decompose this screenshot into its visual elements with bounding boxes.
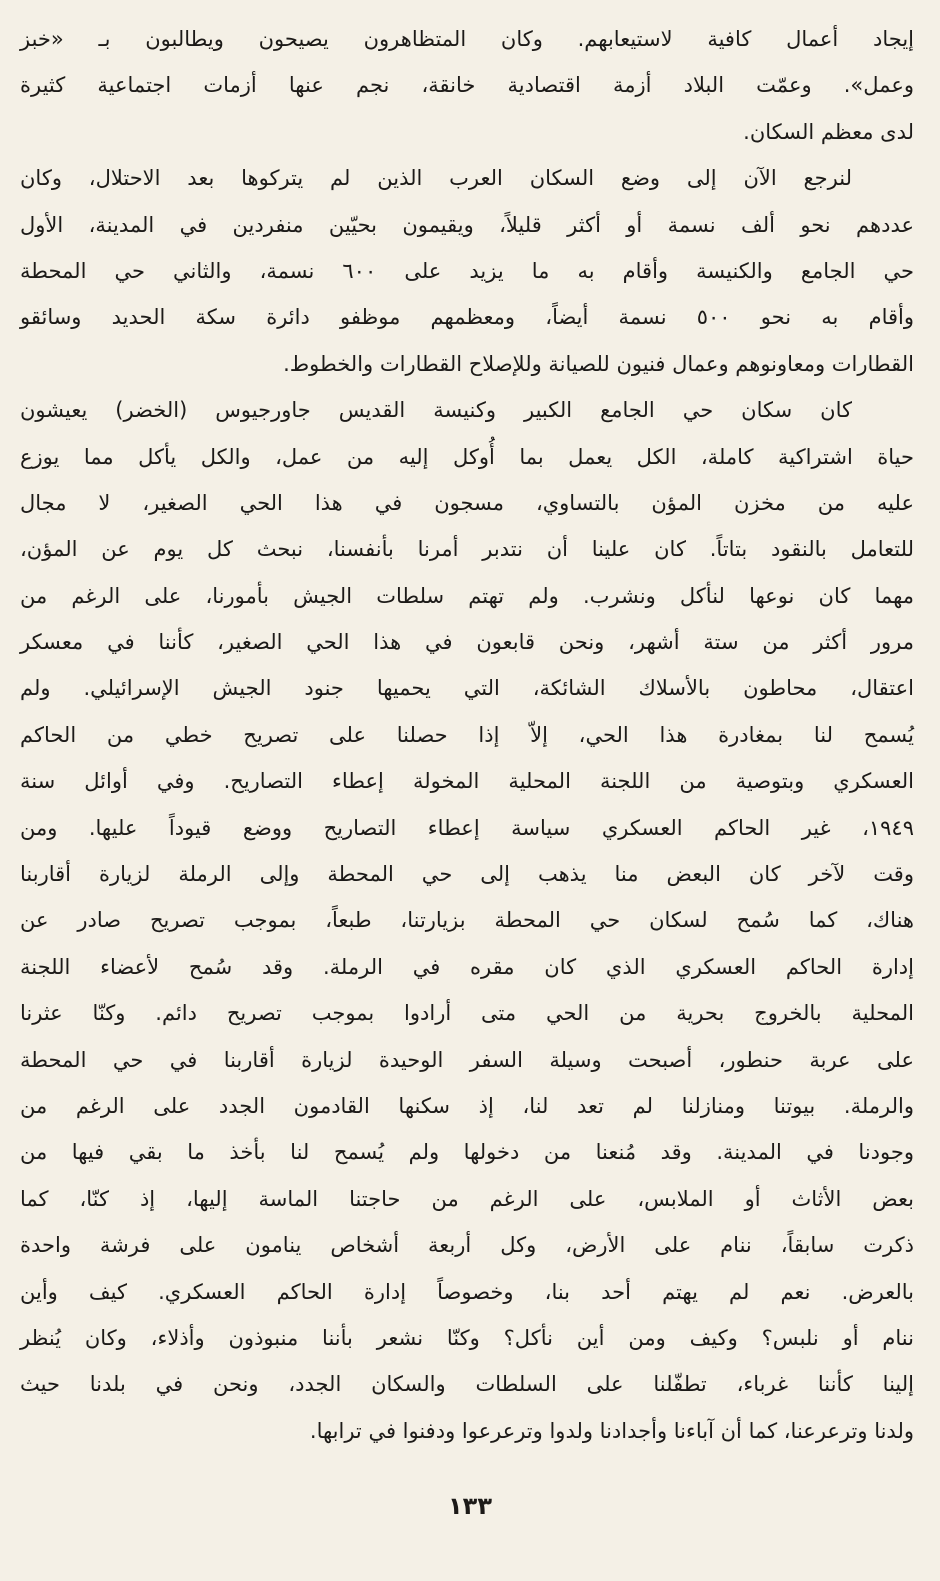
text-line: القطارات ومعاونوهم وعمال فنيون للصيانة وللإصلاح القطارات والخطوط. <box>283 351 914 376</box>
text-line: حياة اشتراكية كاملة، الكل يعمل بما أُوكل إليه من عمل، والكل يأكل مما يوزع <box>20 444 914 469</box>
text-line: هناك، كما سُمح لسكان حي المحطة بزيارتنا، طبعاً، بموجب تصريح صادر عن <box>20 908 914 933</box>
text-line: بالعرض. نعم لم يهتم أحد بنا، وخصوصاً إدارة الحاكم العسكري. كيف وأين <box>20 1279 914 1304</box>
paragraph <box>20 387 914 1454</box>
text-line: كان سكان حي الجامع الكبير وكنيسة القديس جاورجيوس (الخضر) يعيشون <box>20 398 852 423</box>
paragraph <box>20 155 914 387</box>
text-line: عددهم نحو ألف نسمة أو أكثر قليلاً، ويقيمون بحيّين منفردين في المدينة، الأول <box>20 212 914 237</box>
text-line: ولدنا وترعرعنا، كما أن آباءنا وأجدادنا ولدوا وترعرعوا ودفنوا في ترابها. <box>309 1418 914 1443</box>
page-number: ١٣٣ <box>448 1492 492 1520</box>
text-line: ١٩٤٩، غير الحاكم العسكري سياسة إعطاء التصاريح ووضع قيوداً عليها. ومن <box>20 815 914 840</box>
text-line: إدارة الحاكم العسكري الذي كان مقره في الرملة. وقد سُمح لأعضاء اللجنة <box>20 954 914 979</box>
text-line: لدى معظم السكان. <box>743 119 914 144</box>
text-line: المحلية بالخروج بحرية من الحي متى أرادوا بموجب تصريح دائم. وكنّا عثرنا <box>20 1001 914 1026</box>
text-line: اعتقال، محاطون بالأسلاك الشائكة، التي يحميها جنود الجيش الإسرائيلي. ولم <box>20 676 914 701</box>
text-line: ذكرت سابقاً، ننام على الأرض، وكل أربعة أشخاص ينامون على فرشة واحدة <box>20 1233 914 1258</box>
text-line: لنرجع الآن إلى وضع السكان العرب الذين لم يتركوها بعد الاحتلال، وكان <box>20 166 852 191</box>
text-line: على عربة حنطور، أصبحت وسيلة السفر الوحيدة لزيارة أقاربنا في حي المحطة <box>20 1047 914 1072</box>
text-line: إيجاد أعمال كافية لاستيعابهم. وكان المتظاهرون يصيحون ويطالبون بـ «خبز <box>20 27 914 51</box>
text-line: يُسمح لنا بمغادرة هذا الحي، إلاّ إذا حصلنا على تصريح خطي من الحاكم <box>20 722 914 747</box>
text-line: عليه من مخزن المؤن بالتساوي، مسجون في هذا الحي الصغير، لا مجال <box>20 490 914 515</box>
text-line: والرملة. بيوتنا ومنازلنا لم تعد لنا، إذ سكنها القادمون الجدد على الرغم من <box>20 1093 914 1118</box>
text-line: وأقام به نحو ٥٠٠ نسمة أيضاً، ومعظمهم موظفو دائرة سكة الحديد وسائقو <box>20 305 914 330</box>
text-line: ننام أو نلبس؟ وكيف ومن أين نأكل؟ وكنّا نشعر بأننا منبوذون وأذلاء، وكان يُنظر <box>20 1325 914 1350</box>
text-line: حي الجامع والكنيسة وأقام به ما يزيد على ٦٠٠ نسمة، والثاني حي المحطة <box>20 258 914 283</box>
page-body <box>20 16 914 1454</box>
text-line: العسكري وبتوصية من اللجنة المحلية المخولة إعطاء التصاريح. وفي أوائل سنة <box>20 769 914 794</box>
text-line: وقت لآخر كان البعض منا يذهب إلى حي المحطة وإلى الرملة لزيارة أقاربنا <box>20 862 914 887</box>
text-line: للتعامل بالنقود بتاتاً. كان علينا أن نتدبر أمرنا بأنفسنا، نبحث كل يوم عن المؤن، <box>20 537 914 562</box>
text-line: مرور أكثر من ستة أشهر، ونحن قابعون في هذا الحي الصغير، كأننا في معسكر <box>20 630 914 655</box>
text-line: وعمل». وعمّت البلاد أزمة اقتصادية خانقة، نجم عنها أزمات اجتماعية كثيرة <box>20 73 914 98</box>
text-line: وجودنا في المدينة. وقد مُنعنا من دخولها ولم يُسمح لنا بأخذ ما بقي فيها من <box>20 1140 914 1165</box>
text-line: مهما كان نوعها لنأكل ونشرب. ولم تهتم سلطات الجيش بأمورنا، على الرغم من <box>20 583 914 608</box>
text-line: بعض الأثاث أو الملابس، على الرغم من حاجتنا الماسة إليها، إذ كنّا، كما <box>20 1186 914 1211</box>
text-line: إلينا كأننا غرباء، تطفّلنا على السلطات والسكان الجدد، ونحن في بلدنا حيث <box>20 1372 914 1397</box>
paragraph <box>20 16 914 155</box>
